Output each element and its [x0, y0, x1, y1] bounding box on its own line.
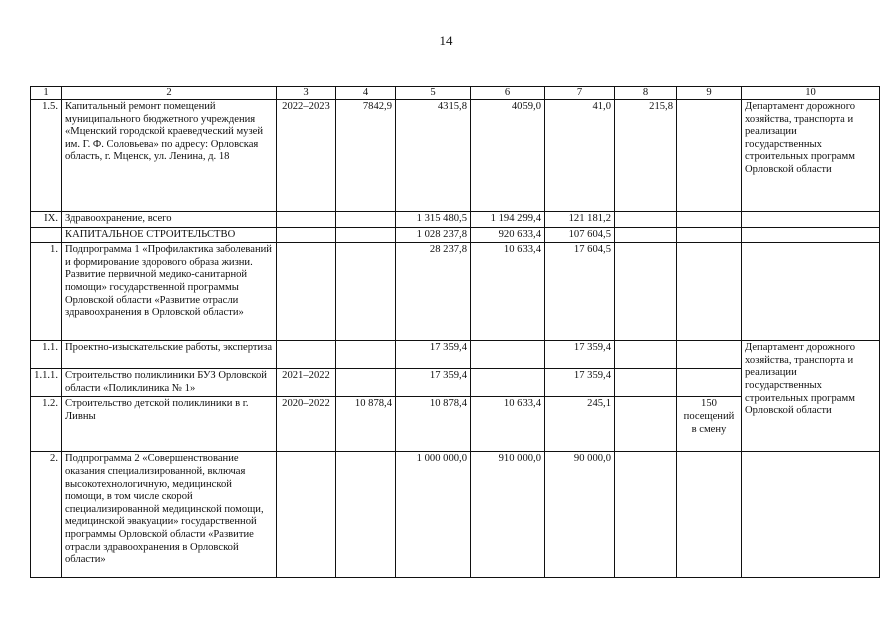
row-value-9: 150 посещений в смену [677, 397, 742, 452]
row-value-7: 90 000,0 [545, 452, 615, 578]
row-value-6: 4059,0 [471, 100, 545, 212]
header-cell: 1 [31, 87, 62, 100]
header-cell: 9 [677, 87, 742, 100]
table-row [31, 452, 880, 578]
row-number: 2. [31, 452, 62, 578]
row-value-6 [471, 341, 545, 369]
row-value-5: 10 878,4 [396, 397, 471, 452]
row-number: IX. [31, 212, 62, 228]
row-value-5: 1 315 480,5 [396, 212, 471, 228]
row-value-5: 17 359,4 [396, 369, 471, 397]
header-cell: 6 [471, 87, 545, 100]
row-value-6: 920 633,4 [471, 227, 545, 243]
row-responsible [742, 452, 880, 578]
header-row [31, 87, 880, 100]
header-cell: 10 [742, 87, 880, 100]
header-cell: 3 [277, 87, 336, 100]
row-value-4: 7842,9 [336, 100, 396, 212]
row-value-8 [615, 452, 677, 578]
row-value-6: 10 633,4 [471, 243, 545, 341]
row-number: 1.5. [31, 100, 62, 212]
row-period: 2020–2022 [277, 397, 336, 452]
row-number: 1.1. [31, 341, 62, 369]
row-description: Строительство детской поликлиники в г. Ливны [62, 397, 277, 452]
table-row [31, 341, 880, 369]
row-value-9 [677, 341, 742, 369]
row-value-6: 10 633,4 [471, 397, 545, 452]
row-description: Капитальный ремонт помещений муниципального бюджетного учреждения «Мценский городской краеведческий музей им. Г. Ф. Соловьева» по адресу: Орловская область, г. Мценск, ул. Ленина, д. 18 [62, 100, 277, 212]
row-value-8 [615, 397, 677, 452]
row-value-9 [677, 369, 742, 397]
row-period: 2021–2022 [277, 369, 336, 397]
row-value-7: 17 359,4 [545, 369, 615, 397]
page-number: 14 [439, 33, 453, 48]
table-row [31, 100, 880, 212]
table-row [31, 212, 880, 228]
table-row [31, 243, 880, 341]
row-value-7: 41,0 [545, 100, 615, 212]
row-value-9 [677, 227, 742, 243]
row-value-5: 1 028 237,8 [396, 227, 471, 243]
row-value-6: 910 000,0 [471, 452, 545, 578]
row-value-5: 1 000 000,0 [396, 452, 471, 578]
row-number: 1. [31, 243, 62, 341]
row-value-4 [336, 212, 396, 228]
row-description: КАПИТАЛЬНОЕ СТРОИТЕЛЬСТВО [62, 227, 277, 243]
row-value-7: 121 181,2 [545, 212, 615, 228]
row-value-8 [615, 369, 677, 397]
row-value-8 [615, 243, 677, 341]
row-description: Подпрограмма 1 «Профилактика заболеваний и формирование здорового образа жизни. Развитие первичной медико-санитарной помощи» государственной программы Орловской области «Развитие отрасли здравоохранения в Орловской области» [62, 243, 277, 341]
header-cell: 4 [336, 87, 396, 100]
row-value-7: 17 604,5 [545, 243, 615, 341]
row-number: 1.1.1. [31, 369, 62, 397]
row-value-9 [677, 100, 742, 212]
row-value-4 [336, 341, 396, 369]
row-value-7: 245,1 [545, 397, 615, 452]
row-period [277, 452, 336, 578]
row-value-7: 107 604,5 [545, 227, 615, 243]
row-value-6 [471, 369, 545, 397]
row-responsible: Департамент дорожного хозяйства, транспорта и реализации государственных строительных программ Орловской области [742, 341, 880, 452]
row-responsible: Департамент дорожного хозяйства, транспорта и реализации государственных строительных программ Орловской области [742, 100, 880, 212]
row-responsible [742, 212, 880, 228]
row-value-8 [615, 341, 677, 369]
row-description: Подпрограмма 2 «Совершенствование оказания специализированной, включая высокотехнологичную, медицинской помощи, в том числе скорой специализированной медицинской помощи, медицинской эвакуации» государственной программы Орловской области «Развитие отрасли здравоохранения в Орловской области» [62, 452, 277, 578]
row-description: Здравоохранение, всего [62, 212, 277, 228]
row-value-9 [677, 452, 742, 578]
row-number [31, 227, 62, 243]
row-period [277, 212, 336, 228]
budget-table [30, 86, 880, 578]
row-value-5: 4315,8 [396, 100, 471, 212]
row-period [277, 243, 336, 341]
row-value-9 [677, 243, 742, 341]
row-value-8 [615, 227, 677, 243]
header-cell: 7 [545, 87, 615, 100]
row-number: 1.2. [31, 397, 62, 452]
row-value-6: 1 194 299,4 [471, 212, 545, 228]
header-cell: 5 [396, 87, 471, 100]
row-value-4: 10 878,4 [336, 397, 396, 452]
header-cell: 8 [615, 87, 677, 100]
row-value-5: 28 237,8 [396, 243, 471, 341]
row-value-5: 17 359,4 [396, 341, 471, 369]
row-description: Строительство поликлиники БУЗ Орловской области «Поликлиника № 1» [62, 369, 277, 397]
row-value-7: 17 359,4 [545, 341, 615, 369]
header-cell: 2 [62, 87, 277, 100]
row-period: 2022–2023 [277, 100, 336, 212]
row-value-4 [336, 369, 396, 397]
row-value-9 [677, 212, 742, 228]
table-row [31, 227, 880, 243]
row-period [277, 341, 336, 369]
row-value-4 [336, 243, 396, 341]
row-responsible [742, 227, 880, 243]
row-value-4 [336, 227, 396, 243]
row-value-4 [336, 452, 396, 578]
row-value-8 [615, 212, 677, 228]
row-description: Проектно-изыскательские работы, экспертиза [62, 341, 277, 369]
row-responsible [742, 243, 880, 341]
row-period [277, 227, 336, 243]
row-value-8: 215,8 [615, 100, 677, 212]
